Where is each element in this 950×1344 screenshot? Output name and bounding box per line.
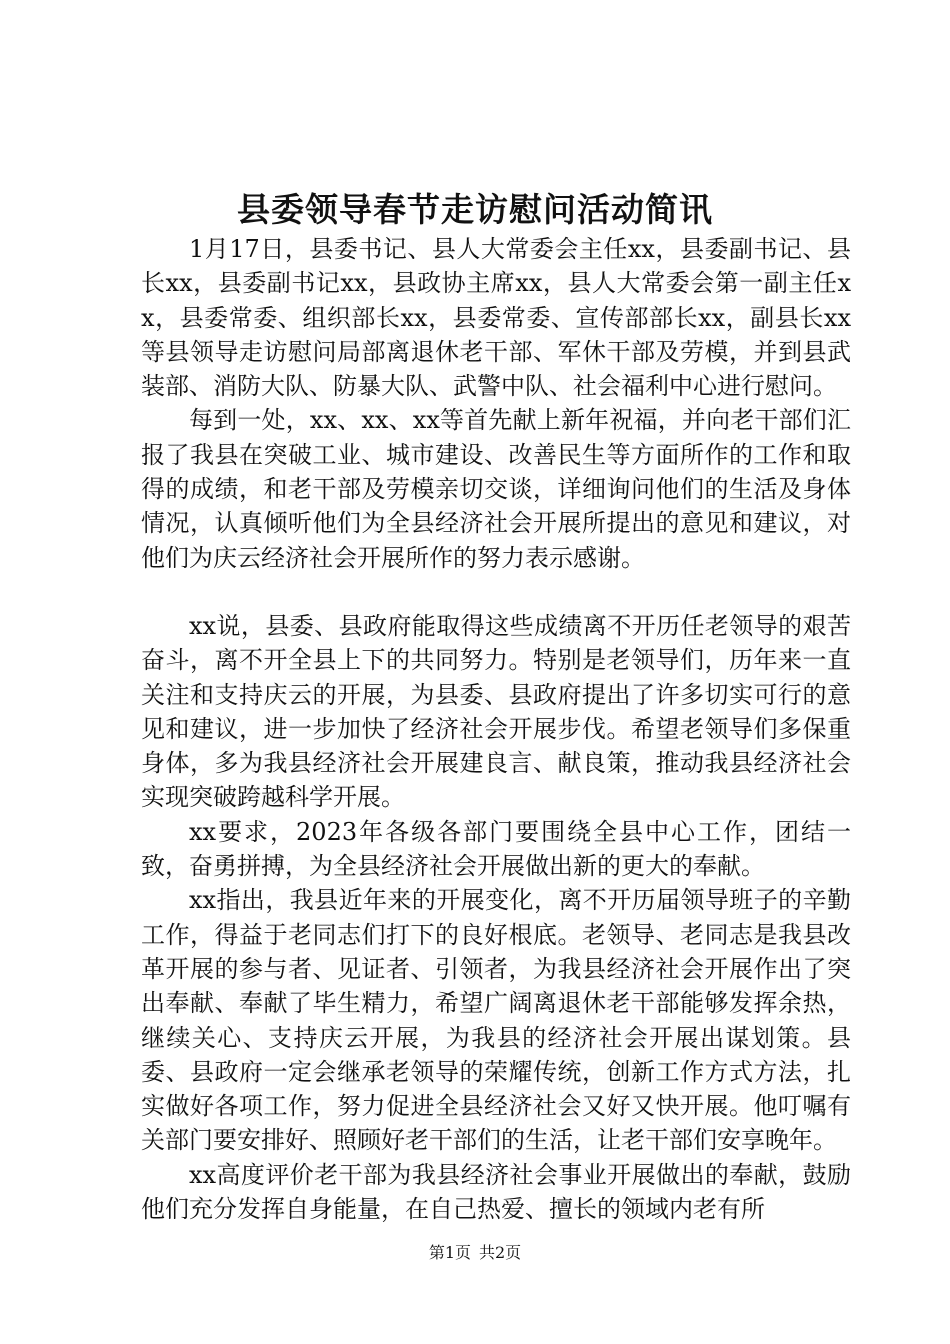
paragraph-4: xx要求，2023年各级各部门要围绕全县中心工作，团结一致，奋勇拼搏，为全县经济社会开展做出新的更大的奉献。 bbox=[141, 817, 851, 881]
paragraph-1: 1月17日，县委书记、县人大常委会主任xx，县委副书记、县长xx，县委副书记xx，县政协主席xx，县人大常委会第一副主任xx，县委常委、组织部长xx，县委常委、宣传部部长xx，副县长xx等县领导走访慰问局部离退休老干部、军休干部及劳模，并到县武装部、消防大队、防暴大队、武警中队、社会福利中心进行慰问。 bbox=[141, 235, 851, 401]
page-number: 第1页 bbox=[428, 1243, 471, 1262]
document-body bbox=[141, 232, 851, 1226]
paragraph-3: xx说，县委、县政府能取得这些成绩离不开历任老领导的艰苦奋斗，离不开全县上下的共同努力。特别是老领导们，历年来一直关注和支持庆云的开展，为县委、县政府提出了许多切实可行的意见和建议，进一步加快了经济社会开展步伐。希望老领导们多保重身体，多为我县经济社会开展建良言、献良策，推动我县经济社会实现突破跨越科学开展。 bbox=[141, 611, 851, 812]
page-footer bbox=[0, 1242, 950, 1264]
paragraph-6: xx高度评价老干部为我县经济社会事业开展做出的奉献，鼓励他们充分发挥自身能量，在自己热爱、擅长的领域内老有所 bbox=[141, 1160, 851, 1224]
paragraph-2: 每到一处，xx、xx、xx等首先献上新年祝福，并向老干部们汇报了我县在突破工业、城市建设、改善民生等方面所作的工作和取得的成绩，和老干部及劳模亲切交谈，详细询问他们的生活及身体情况，认真倾听他们为全县经济社会开展所提出的意见和建议，对他们为庆云经济社会开展所作的努力表示感谢。 bbox=[141, 406, 851, 572]
page-total: 共2页 bbox=[479, 1243, 522, 1262]
document-title: 县委领导春节走访慰问活动简讯 bbox=[237, 190, 713, 229]
paragraph-5: xx指出，我县近年来的开展变化，离不开历届领导班子的辛勤工作，得益于老同志们打下的良好根底。老领导、老同志是我县改革开展的参与者、见证者、引领者，为我县经济社会开展作出了突出奉献、奉献了毕生精力，希望广阔离退休老干部能够发挥余热，继续关心、支持庆云开展，为我县的经济社会开展出谋划策。县委、县政府一定会继承老领导的荣耀传统，创新工作方式方法，扎实做好各项工作，努力促进全县经济社会又好又快开展。他叮嘱有关部门要安排好、照顾好老干部们的生活，让老干部们安享晚年。 bbox=[141, 886, 851, 1155]
paragraph-gap bbox=[141, 575, 851, 609]
